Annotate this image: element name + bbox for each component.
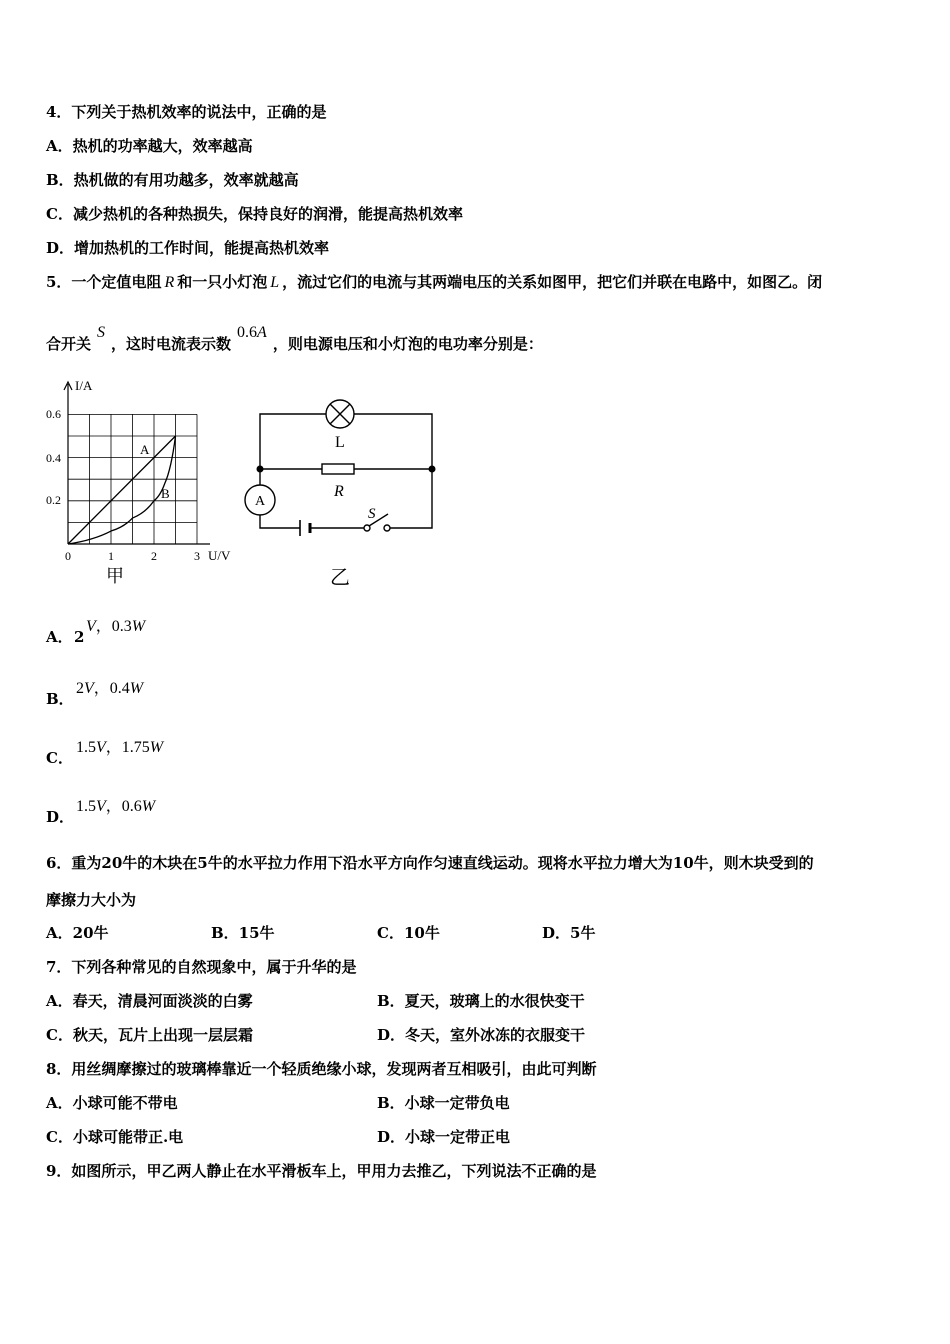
var-l: L <box>270 274 280 291</box>
circuit-wire-top-right <box>354 414 432 469</box>
q7-option-c: C．秋天，瓦片上出现一层层霜 <box>46 1026 253 1044</box>
lamp-label: L <box>335 434 345 451</box>
y-axis-label: I/A <box>75 378 93 393</box>
lamp-symbol <box>326 400 354 428</box>
curve-b-label: B <box>161 486 170 501</box>
var-r: R <box>164 274 175 291</box>
circuit-caption: 乙 <box>330 565 350 589</box>
resistor-symbol <box>322 464 354 474</box>
q8-option-d: D．小球一定带正电 <box>377 1128 511 1146</box>
q6-option-c: C．10牛 <box>377 924 440 942</box>
circuit-wire-right-down <box>390 469 432 528</box>
q7-option-a: A．春天，清晨河面淡淡的白雾 <box>46 992 253 1010</box>
q8-option-b: B．小球一定带负电 <box>377 1094 510 1112</box>
x-tick-label: 1 <box>108 549 114 563</box>
q6-stem-line2: 摩擦力大小为 <box>46 891 137 909</box>
var-s: S <box>97 324 106 341</box>
junction-dot-right <box>429 466 436 473</box>
q4-option-c: C．减少热机的各种热损失，保持良好的润滑，能提高热机效率 <box>46 205 463 223</box>
q8-stem: 8．用丝绸摩擦过的玻璃棒靠近一个轻质绝缘小球，发现两者互相吸引，由此可判断 <box>46 1060 597 1078</box>
q7-option-b: B．夏天，玻璃上的水很快变干 <box>377 992 585 1010</box>
circuit-wire-ammeter-down <box>260 515 300 528</box>
q6-stem-line1: 6．重为20牛的木块在5牛的水平拉力作用下沿水平方向作匀速直线运动。现将水平拉力增大为10牛，则木块受到的 <box>46 854 814 872</box>
q4-option-b: B．热机做的有用功越多，效率就越高 <box>46 171 299 189</box>
ammeter-label: A <box>255 494 266 509</box>
resistor-label: R <box>334 483 344 500</box>
y-tick-label: 0.4 <box>46 451 61 465</box>
q5-stem-line1: 5．一个定值电阻 R 和一只小灯泡 L ，流过它们的电流与其两端电压的关系如图甲，把它们并联在电路中，如图乙。闭 <box>46 273 823 291</box>
q7-option-d: D．冬天，室外冰冻的衣服变干 <box>377 1026 586 1044</box>
q6-option-d: D．5牛 <box>542 924 596 942</box>
x-tick-label: 3 <box>194 549 200 563</box>
x-axis-label: U/V <box>208 548 231 563</box>
battery-symbol <box>300 520 310 536</box>
q8-option-a: A．小球可能不带电 <box>46 1094 178 1112</box>
y-axis <box>64 382 72 544</box>
y-tick-label: 0.2 <box>46 493 61 507</box>
graph-caption: 甲 <box>106 566 124 587</box>
y-tick-label: 0.6 <box>46 407 61 421</box>
circuit-wire-top <box>260 414 326 469</box>
x-tick-label: 0 <box>65 549 71 563</box>
q4-option-a: A．热机的功率越大，效率越高 <box>46 137 253 155</box>
q4-stem: 4．下列关于热机效率的说法中，正确的是 <box>46 103 327 121</box>
q6-option-a: A．20牛 <box>46 924 109 942</box>
circuit-diagram <box>240 392 450 592</box>
q6-option-b: B．15牛 <box>211 924 275 942</box>
q7-stem: 7．下列各种常见的自然现象中，属于升华的是 <box>46 958 357 976</box>
q4-option-d: D．增加热机的工作时间，能提高热机效率 <box>46 239 330 257</box>
switch-label: S <box>368 506 376 522</box>
resistor-line-a <box>68 436 176 544</box>
q9-stem: 9．如图所示，甲乙两人静止在水平滑板车上，甲用力去推乙，下列说法不正确的是 <box>46 1162 597 1180</box>
current-value: 0.6A <box>237 324 267 341</box>
line-a-label: A <box>140 442 150 457</box>
q5-stem-line2: 合开关S，这时电流表示数0.6A，则电源电压和小灯泡的电功率分别是： <box>46 324 543 353</box>
q8-option-c: C．小球可能带正.电 <box>46 1128 184 1146</box>
x-tick-label: 2 <box>151 549 157 563</box>
iu-graph <box>38 372 248 590</box>
junction-dot-left <box>257 466 264 473</box>
